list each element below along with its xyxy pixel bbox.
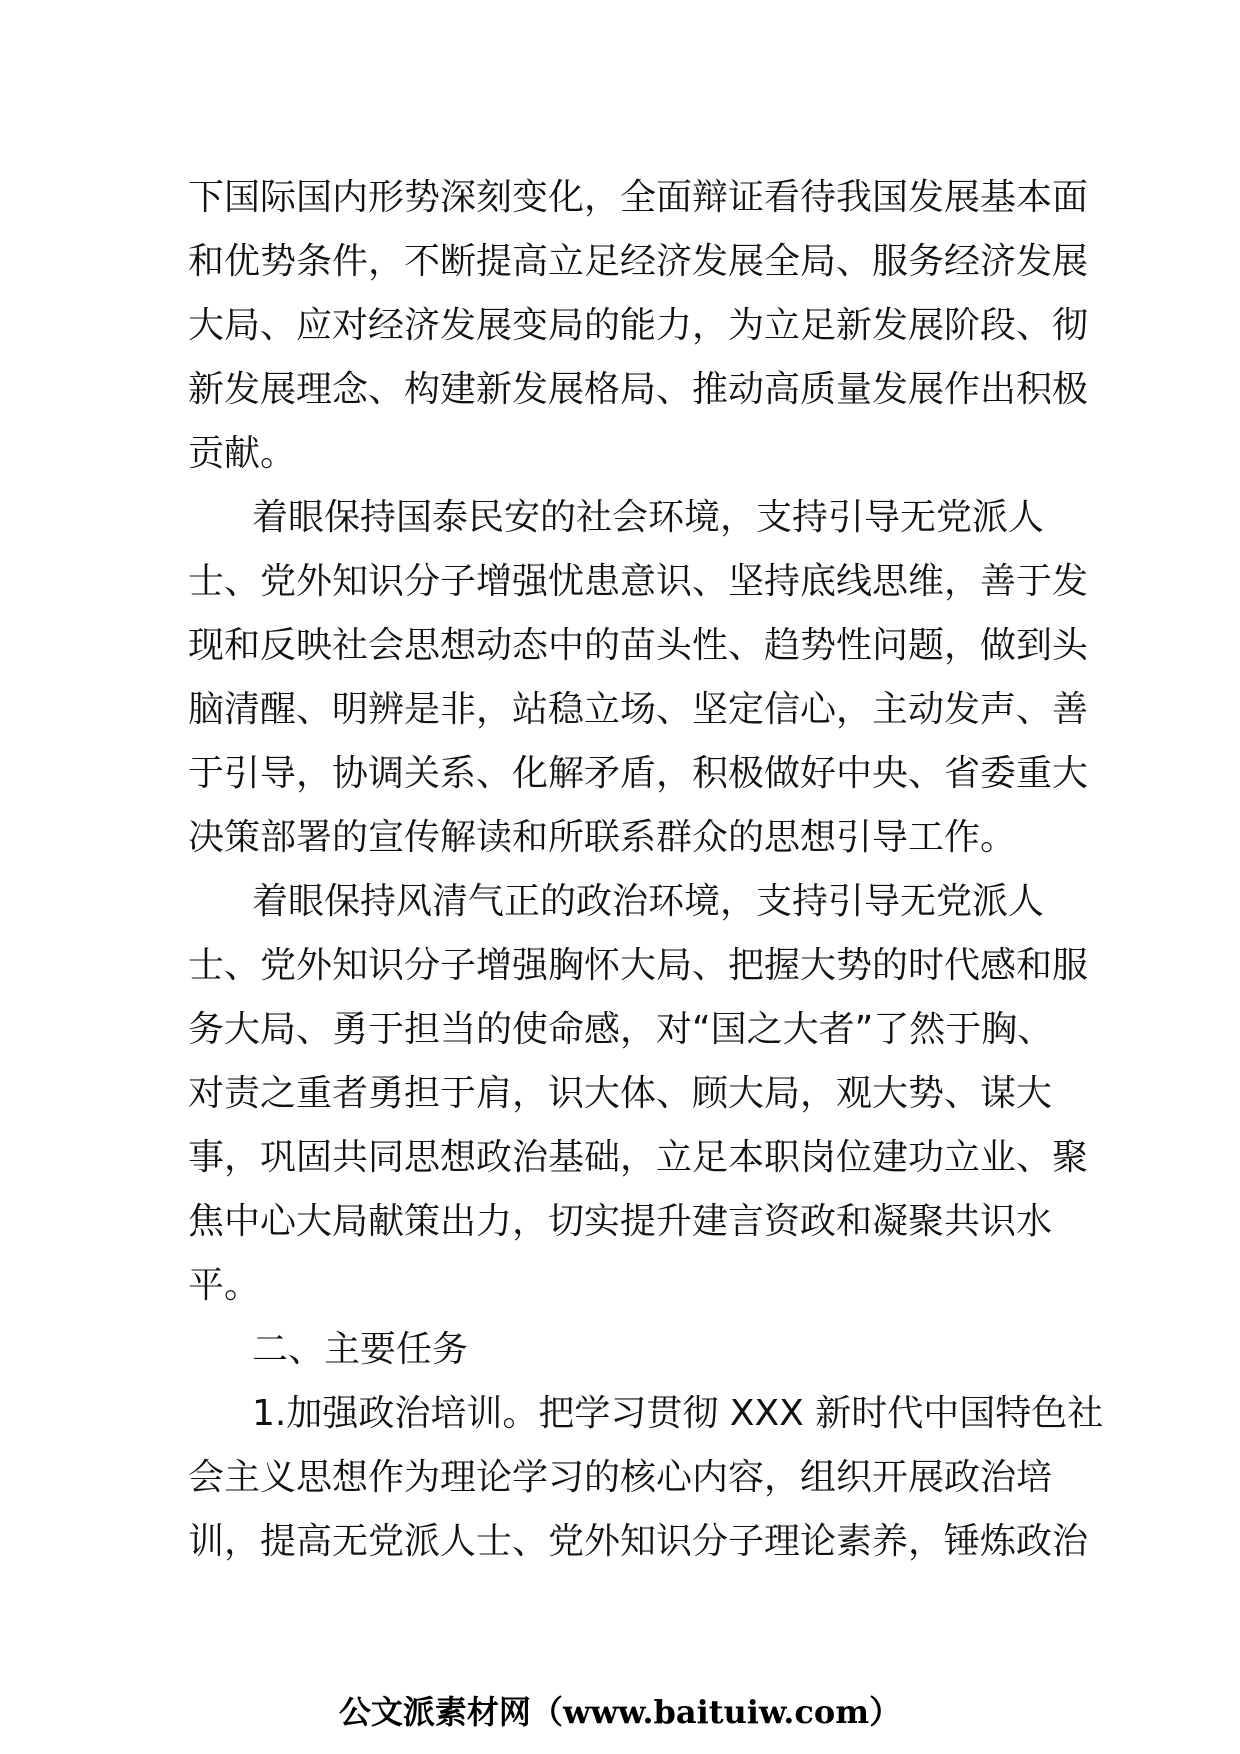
text-line: 着眼保持国泰民安的社会环境，支持引导无党派人 — [252, 497, 1045, 538]
text-line: 现和反映社会思想动态中的苗头性、趋势性问题，做到头 — [188, 625, 1089, 666]
paragraph-political-environment — [188, 870, 1089, 1318]
paragraph-political-training — [188, 1382, 1104, 1574]
section-heading-text: 二、主要任务 — [252, 1329, 469, 1370]
text-line: 训，提高无党派人士、党外知识分子理论素养，锤炼政治 — [188, 1521, 1089, 1562]
text-line: 对责之重者勇担于肩，识大体、顾大局，观大势、谋大 — [188, 1073, 1053, 1114]
text-line: 焦中心大局献策出力，切实提升建言资政和凝聚共识水 — [188, 1201, 1053, 1242]
document-body — [188, 166, 1104, 1574]
text-line: 大局、应对经济发展变局的能力，为立足新发展阶段、彻 — [188, 305, 1089, 346]
text-line: 会主义思想作为理论学习的核心内容，组织开展政治培 — [188, 1457, 1053, 1498]
text-line: 脑清醒、明辨是非，站稳立场、坚定信心，主动发声、善 — [188, 689, 1089, 730]
text-line: 贡献。 — [188, 433, 297, 474]
text-line: 新发展理念、构建新发展格局、推动高质量发展作出积极 — [188, 369, 1089, 410]
footer-watermark: 公文派素材网（www.baituiw.com） — [338, 1693, 902, 1731]
text-line: 1.加强政治培训。把学习贯彻 XXX 新时代中国特色社 — [252, 1393, 1104, 1434]
text-line: 和优势条件，不断提高立足经济发展全局、服务经济发展 — [188, 241, 1089, 282]
text-line: 决策部署的宣传解读和所联系群众的思想引导工作。 — [188, 817, 1017, 858]
section-heading — [188, 1318, 1058, 1382]
text-line: 着眼保持风清气正的政治环境，支持引导无党派人 — [252, 881, 1045, 922]
text-line: 事，巩固共同思想政治基础，立足本职岗位建功立业、聚 — [188, 1137, 1089, 1178]
text-line: 平。 — [188, 1265, 261, 1306]
text-line: 于引导，协调关系、化解矛盾，积极做好中央、省委重大 — [188, 753, 1089, 794]
paragraph-continuation — [188, 166, 1089, 486]
text-line: 士、党外知识分子增强忧患意识、坚持底线思维，善于发 — [188, 561, 1089, 602]
paragraph-social-environment — [188, 486, 1089, 870]
text-line: 下国际国内形势深刻变化，全面辩证看待我国发展基本面 — [188, 177, 1089, 218]
text-line: 士、党外知识分子增强胸怀大局、把握大势的时代感和服 — [188, 945, 1089, 986]
text-line: 务大局、勇于担当的使命感，对“国之大者”了然于胸、 — [188, 1009, 1054, 1050]
